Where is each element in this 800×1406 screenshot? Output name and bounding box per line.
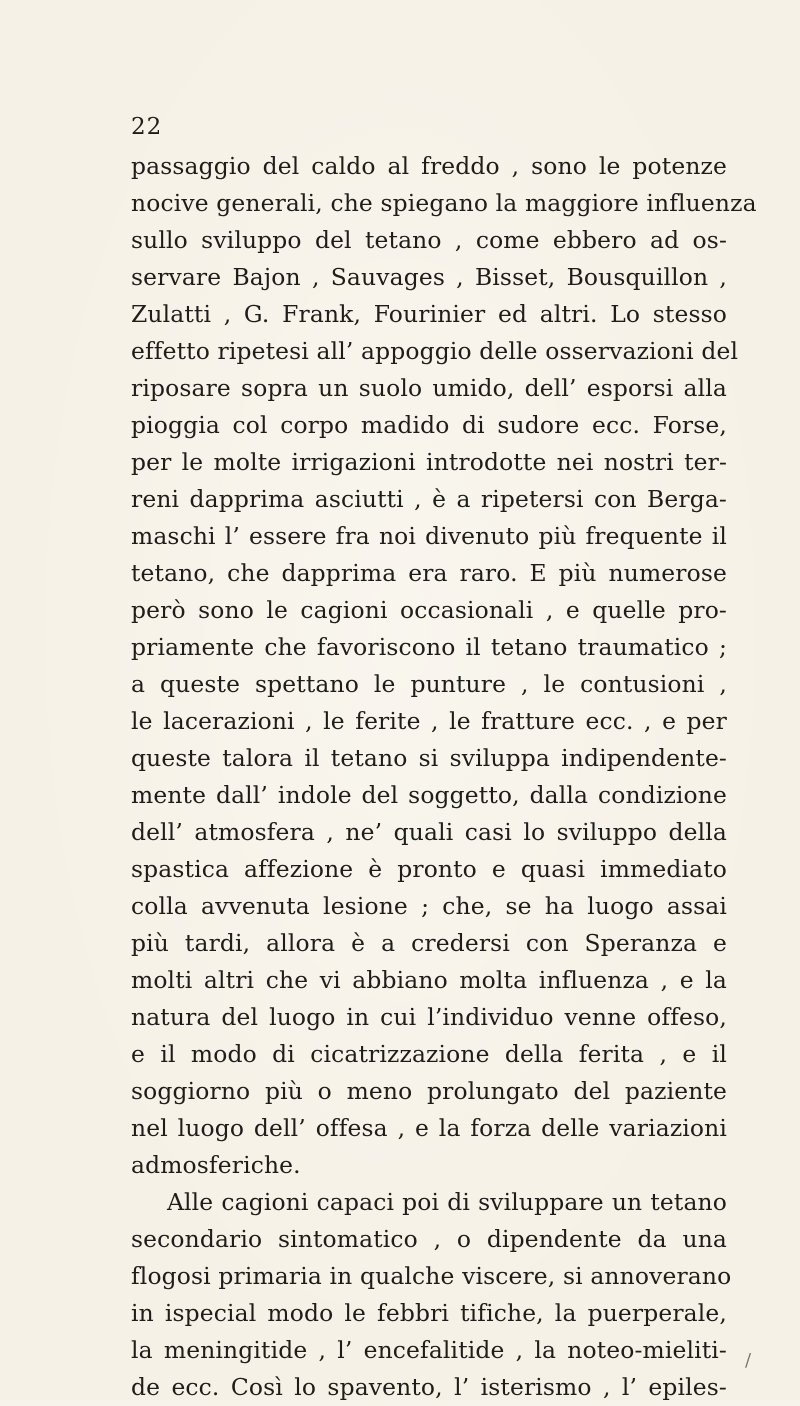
text-line: dell’ atmosfera , ne’ quali casi lo sviluppo della bbox=[131, 818, 727, 846]
text-line: servare Bajon , Sauvages , Bisset, Bousquillon , bbox=[131, 263, 727, 291]
text-line: effetto ripetesi all’ appoggio delle osservazioni del bbox=[131, 337, 739, 365]
text-line: sullo sviluppo del tetano , come ebbero ad os- bbox=[131, 226, 727, 254]
text-line: nocive generali, che spiegano la maggiore influenza bbox=[131, 189, 757, 217]
text-line: tetano, che dapprima era raro. E più numerose bbox=[131, 559, 727, 587]
text-line: più tardi, allora è a credersi con Speranza e bbox=[131, 929, 727, 957]
text-line: a queste spettano le punture , le contusioni , bbox=[131, 670, 727, 698]
page-number: 22 bbox=[131, 114, 163, 140]
text-line: però sono le cagioni occasionali , e quelle pro- bbox=[131, 596, 727, 624]
text-line: pioggia col corpo madido di sudore ecc. Forse, bbox=[131, 411, 727, 439]
text-line: reni dapprima asciutti , è a ripetersi con Berga- bbox=[131, 485, 727, 513]
text-line: colla avvenuta lesione ; che, se ha luogo assai bbox=[131, 892, 727, 920]
text-line: Alle cagioni capaci poi di sviluppare un tetano bbox=[167, 1188, 727, 1216]
text-line: flogosi primaria in qualche viscere, si annoverano bbox=[131, 1262, 732, 1290]
text-line: riposare sopra un suolo umido, dell’ esporsi alla bbox=[131, 374, 727, 402]
text-line: de ecc. Così lo spavento, l’ isterismo , l’ epiles- bbox=[131, 1373, 727, 1401]
text-line: e il modo di cicatrizzazione della ferita , e il bbox=[131, 1040, 727, 1068]
text-line: per le molte irrigazioni introdotte nei nostri ter- bbox=[131, 448, 727, 476]
text-line: passaggio del caldo al freddo , sono le potenze bbox=[131, 152, 727, 180]
text-line: mente dall’ indole del soggetto, dalla condizione bbox=[131, 781, 727, 809]
text-line: soggiorno più o meno prolungato del paziente bbox=[131, 1077, 727, 1105]
text-line: spastica affezione è pronto e quasi immediato bbox=[131, 855, 727, 883]
text-line: queste talora il tetano si sviluppa indipendente- bbox=[131, 744, 727, 772]
text-line: molti altri che vi abbiano molta influenza , e la bbox=[131, 966, 727, 994]
text-line: priamente che favoriscono il tetano traumatico ; bbox=[131, 633, 727, 661]
text-line: la meningitide , l’ encefalitide , la noteo-mieliti- bbox=[131, 1336, 727, 1364]
corner-mark: / bbox=[745, 1350, 752, 1371]
text-line: secondario sintomatico , o dipendente da una bbox=[131, 1225, 727, 1253]
text-line: le lacerazioni , le ferite , le fratture ecc. , e per bbox=[131, 707, 727, 735]
text-line: Zulatti , G. Frank, Fourinier ed altri. Lo stesso bbox=[131, 300, 727, 328]
text-line: admosferiche. bbox=[131, 1151, 301, 1179]
text-line: nel luogo dell’ offesa , e la forza delle variazioni bbox=[131, 1114, 727, 1142]
text-line: natura del luogo in cui l’individuo venne offeso, bbox=[131, 1003, 727, 1031]
text-line: maschi l’ essere fra noi divenuto più frequente il bbox=[131, 522, 727, 550]
body-text bbox=[131, 148, 757, 1406]
text-line: in ispecial modo le febbri tifiche, la puerperale, bbox=[131, 1299, 727, 1327]
